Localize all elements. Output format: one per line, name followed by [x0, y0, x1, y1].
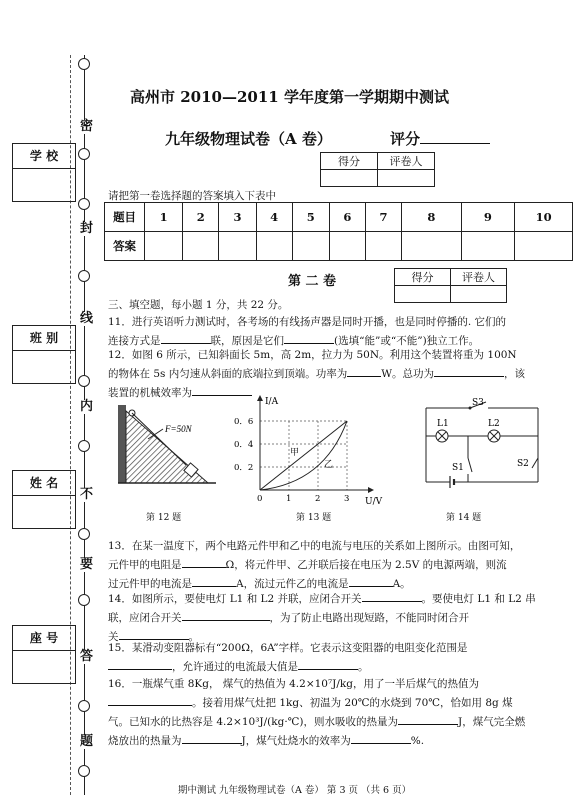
- seal-char: 题: [80, 734, 94, 749]
- figure-13-iu-graph: [228, 395, 398, 507]
- force-label: F=50N: [165, 424, 192, 434]
- answer-cell[interactable]: [219, 232, 256, 261]
- question-16: [108, 676, 550, 750]
- answer-blank[interactable]: [182, 731, 242, 744]
- score-label: 评分: [390, 130, 421, 148]
- answer-blank[interactable]: [108, 657, 172, 670]
- question-15: [108, 640, 550, 676]
- answer-blank[interactable]: [182, 555, 226, 568]
- question-number-cell: 1: [145, 203, 183, 232]
- answer-blank[interactable]: [284, 331, 334, 344]
- q16-line: 。接着用煤气灶把 1kg、初温为 20℃的水烧到 70℃，恰如用 8g 煤: [108, 693, 550, 712]
- q15-line: 15．某滑动变阻器标有“200Ω，6A”字样。它表示这变阻器的电阻变化范围是: [108, 642, 468, 654]
- q16-line: 烧放出的热量为 J，煤气灶烧水的效率为 %.: [108, 731, 550, 750]
- seal-char: 答: [80, 649, 94, 664]
- school-label: 学 校: [13, 144, 75, 169]
- answer-cell[interactable]: [256, 232, 292, 261]
- question-number-cell: 3: [219, 203, 256, 232]
- q13-line: 元件甲的电阻是 Ω，将元件甲、乙并联后接在电压为 2.5V 的电源两端，则流: [108, 555, 550, 574]
- question-number-cell: 6: [329, 203, 365, 232]
- answer-blank[interactable]: [434, 364, 504, 377]
- question-11: [108, 314, 550, 350]
- lamp-label: L2: [488, 419, 500, 429]
- binding-hole: [78, 528, 90, 540]
- answer-table: [104, 202, 573, 261]
- answer-cell[interactable]: [461, 232, 515, 261]
- y-axis-label: I/A: [265, 397, 279, 407]
- seal-char: 内: [80, 399, 94, 414]
- seal-char: 要: [80, 557, 94, 572]
- answer-blank[interactable]: [182, 608, 270, 621]
- figure-caption: 第 13 题: [296, 513, 332, 523]
- q15-line: ，允许通过的电流最大值是 。: [108, 657, 550, 676]
- switch-label: S2: [517, 459, 529, 469]
- question-number-cell: 8: [402, 203, 461, 232]
- question-12: [108, 347, 550, 402]
- lamp-label: L1: [437, 419, 449, 429]
- answer-cell[interactable]: [365, 232, 401, 261]
- x-tick: 0: [257, 494, 263, 504]
- answer-blank[interactable]: [108, 693, 192, 706]
- school-input[interactable]: [13, 169, 75, 201]
- reviewer-cell-label: 评卷人: [451, 269, 507, 286]
- section-intro: 三、填空题，每小题 1 分，共 22 分。: [108, 299, 289, 311]
- question-number-cell: 4: [256, 203, 292, 232]
- score-cell-label: 得分: [395, 269, 451, 286]
- y-tick: 0．6: [234, 417, 254, 427]
- question-13: [108, 538, 550, 593]
- switch-label: S3: [472, 398, 484, 408]
- name-label: 姓 名: [13, 471, 75, 496]
- answer-cell[interactable]: [292, 232, 329, 261]
- school-field: [12, 143, 76, 202]
- x-tick: 3: [344, 494, 350, 504]
- figure-caption: 第 12 题: [146, 513, 182, 523]
- question-number-cell: 7: [365, 203, 401, 232]
- q14-line: 14．如图所示，要使电灯 L1 和 L2 并联，应闭合开关 。要使电灯 L1 和 L2 串: [108, 589, 550, 608]
- class-input[interactable]: [13, 351, 75, 383]
- q12-line: 装置的机械效率为: [108, 383, 550, 402]
- seal-char: 密: [80, 119, 94, 134]
- q12-line: 12．如图 6 所示，已知斜面长 5m，高 2m，拉力为 50N。利用这个装置将重为 100N: [108, 349, 517, 361]
- answer-blank[interactable]: [362, 589, 422, 602]
- section-title: 第 二 卷: [288, 274, 337, 289]
- question-number-cell: 10: [515, 203, 573, 232]
- binding-hole: [78, 375, 90, 387]
- answer-blank[interactable]: [347, 364, 381, 377]
- q13-line: 过元件甲的电流是 A，流过元件乙的电流是 A。: [108, 574, 550, 593]
- binding-hole: [78, 594, 90, 606]
- q14-line: 联，应闭合开关 ，为了防止电路出现短路，不能同时闭合开: [108, 608, 550, 627]
- seat-field: [12, 625, 76, 684]
- page-footer: 期中测试 九年级物理试卷（A 卷） 第 3 页 （共 6 页）: [178, 785, 412, 796]
- x-axis-label: U/V: [365, 497, 383, 507]
- q12-line: 的物体在 5s 内匀速从斜面的底端拉到顶端。功率为 W。总功为 ，该: [108, 364, 550, 383]
- binding-hole: [78, 58, 90, 70]
- figure-14-circuit: [414, 396, 554, 496]
- exam-subtitle: 九年级物理试卷（A 卷）: [165, 130, 332, 148]
- y-tick: 0．2: [234, 463, 254, 473]
- question-number-cell: 5: [292, 203, 329, 232]
- score-cell-label: 得分: [321, 153, 378, 170]
- curve-label-a: 甲: [290, 448, 300, 458]
- row-label: 答案: [105, 232, 145, 261]
- answer-blank[interactable]: [119, 627, 189, 640]
- q11-line: 11．进行英语听力测试时，各考场的有线扬声器是同时开播，也是同时停播的. 它们的: [108, 316, 507, 328]
- binding-hole: [78, 148, 90, 160]
- seal-char: 封: [80, 221, 94, 236]
- reviewer-cell-label: 评卷人: [378, 153, 435, 170]
- binding-hole: [78, 270, 90, 282]
- q16-line: 气。已知水的比热容是 4.2×10³J/(kg·℃)，则水吸收的热量为 J，煤气完全燃: [108, 712, 550, 731]
- question-number-cell: 2: [183, 203, 219, 232]
- q16-line: 16．一瓶煤气重 8Kg， 煤气的热值为 4.2×10⁷J/kg，用了一半后煤气的热值为: [108, 678, 480, 690]
- answer-cell[interactable]: [515, 232, 573, 261]
- answer-blank[interactable]: [349, 574, 393, 587]
- answer-cell[interactable]: [183, 232, 219, 261]
- name-input[interactable]: [13, 496, 75, 528]
- reviewer-cell[interactable]: [378, 170, 435, 187]
- answer-blank[interactable]: [192, 574, 236, 587]
- binding-hole: [78, 700, 90, 712]
- figure-caption: 第 14 题: [446, 513, 482, 523]
- page-title: 高州市 2010—2011 学年度第一学期期中测试: [130, 88, 449, 106]
- class-field: [12, 325, 76, 384]
- class-label: 班 别: [13, 326, 75, 351]
- binding-hole: [78, 765, 90, 777]
- answer-instruction: 请把第一卷选择题的答案填入下表中: [108, 190, 276, 202]
- curve-label-b: 乙: [324, 460, 334, 470]
- q13-line: 13．在某一温度下，两个电路元件甲和乙中的电流与电压的关系如上图所示。由图可知，: [108, 540, 521, 552]
- switch-label: S1: [452, 463, 464, 473]
- answer-cell[interactable]: [402, 232, 461, 261]
- answer-cell[interactable]: [329, 232, 365, 261]
- x-tick: 2: [315, 494, 321, 504]
- answer-blank[interactable]: [298, 657, 358, 670]
- row-label: 题目: [105, 203, 145, 232]
- answer-cell[interactable]: [145, 232, 183, 261]
- name-field: [12, 470, 76, 529]
- answer-blank[interactable]: [161, 331, 211, 344]
- seal-char: 线: [80, 311, 94, 326]
- binding-hole: [78, 198, 90, 210]
- score-cell[interactable]: [321, 170, 378, 187]
- figure-12-incline: [118, 403, 218, 488]
- answer-blank[interactable]: [351, 731, 411, 744]
- seal-char: 不: [80, 487, 94, 502]
- seat-label: 座 号: [13, 626, 75, 651]
- answer-blank[interactable]: [398, 712, 458, 725]
- binding-hole: [78, 440, 90, 452]
- x-tick: 1: [286, 494, 292, 504]
- score-blank[interactable]: [420, 143, 490, 144]
- q11-line: 连接方式是 联，原因是它们 (选填“能”或“不能”)独立工作。: [108, 331, 550, 350]
- y-tick: 0．4: [234, 440, 254, 450]
- binding-line: [84, 55, 85, 795]
- question-14: [108, 589, 550, 646]
- score-area: [390, 128, 490, 149]
- question-number-cell: 9: [461, 203, 515, 232]
- seat-input[interactable]: [13, 651, 75, 683]
- grader-table: [320, 152, 435, 187]
- q14-line: 关 。: [108, 627, 550, 646]
